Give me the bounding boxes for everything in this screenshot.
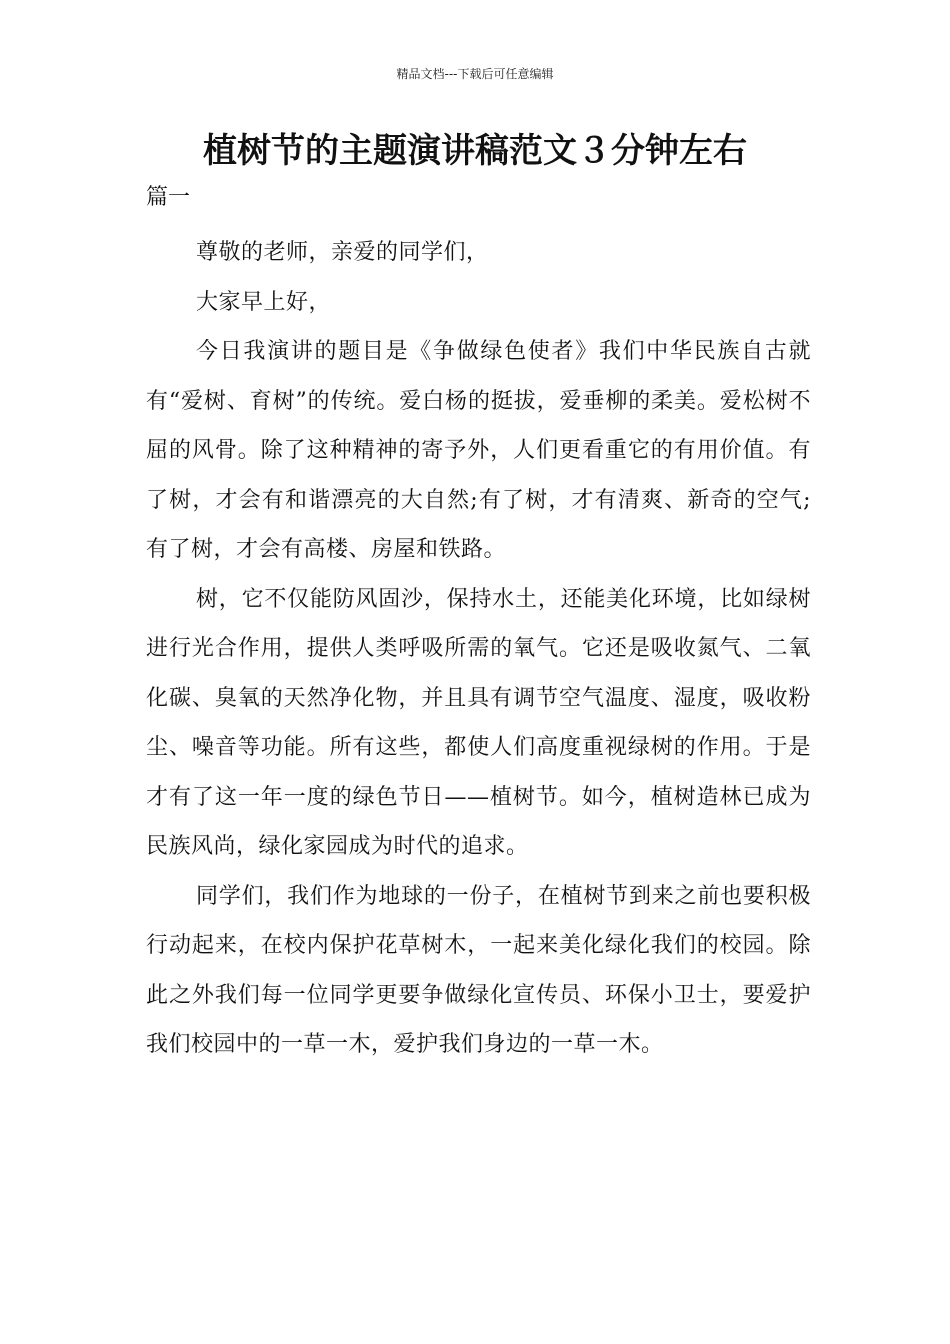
body-text (146, 228, 811, 1070)
paragraph-trees: 树，它不仅能防风固沙，保持水土，还能美化环境，比如绿树进行光合作用，提供人类呼吸所需的氧气。它还是吸收氮气、二氧化碳、臭氧的天然净化物，并且具有调节空气温度、湿度，吸收粉尘、噪音等功能。所有这些，都使人们高度重视绿树的作用。于是才有了这一年一度的绿色节日——植树节。如今，植树造林已成为民族风尚，绿化家园成为时代的追求。 (146, 586, 811, 859)
header-note: 精品文档---下载后可任意编辑 (396, 67, 554, 81)
paragraph-morning: 大家早上好， (196, 289, 332, 315)
section-label: 篇一 (146, 185, 191, 210)
document-title: 植树节的主题演讲稿范文３分钟左右 (203, 131, 747, 171)
paragraph-intro: 今日我演讲的题目是《争做绿色使者》我们中华民族自古就有“爱树、育树”的传统。爱白杨的挺拔，爱垂柳的柔美。爱松树不屈的风骨。除了这种精神的寄予外，人们更看重它的有用价值。有了树，才会有和谐漂亮的大自然;有了树，才有清爽、新奇的空气;有了树，才会有高楼、房屋和铁路。 (146, 339, 811, 562)
paragraph-call-to-action: 同学们，我们作为地球的一份子，在植树节到来之前也要积极行动起来，在校内保护花草树木，一起来美化绿化我们的校园。除此之外我们每一位同学更要争做绿化宣传员、环保小卫士，要爱护我们校园中的一草一木，爱护我们身边的一草一木。 (146, 883, 811, 1057)
paragraph-greeting: 尊敬的老师，亲爱的同学们， (196, 240, 489, 265)
